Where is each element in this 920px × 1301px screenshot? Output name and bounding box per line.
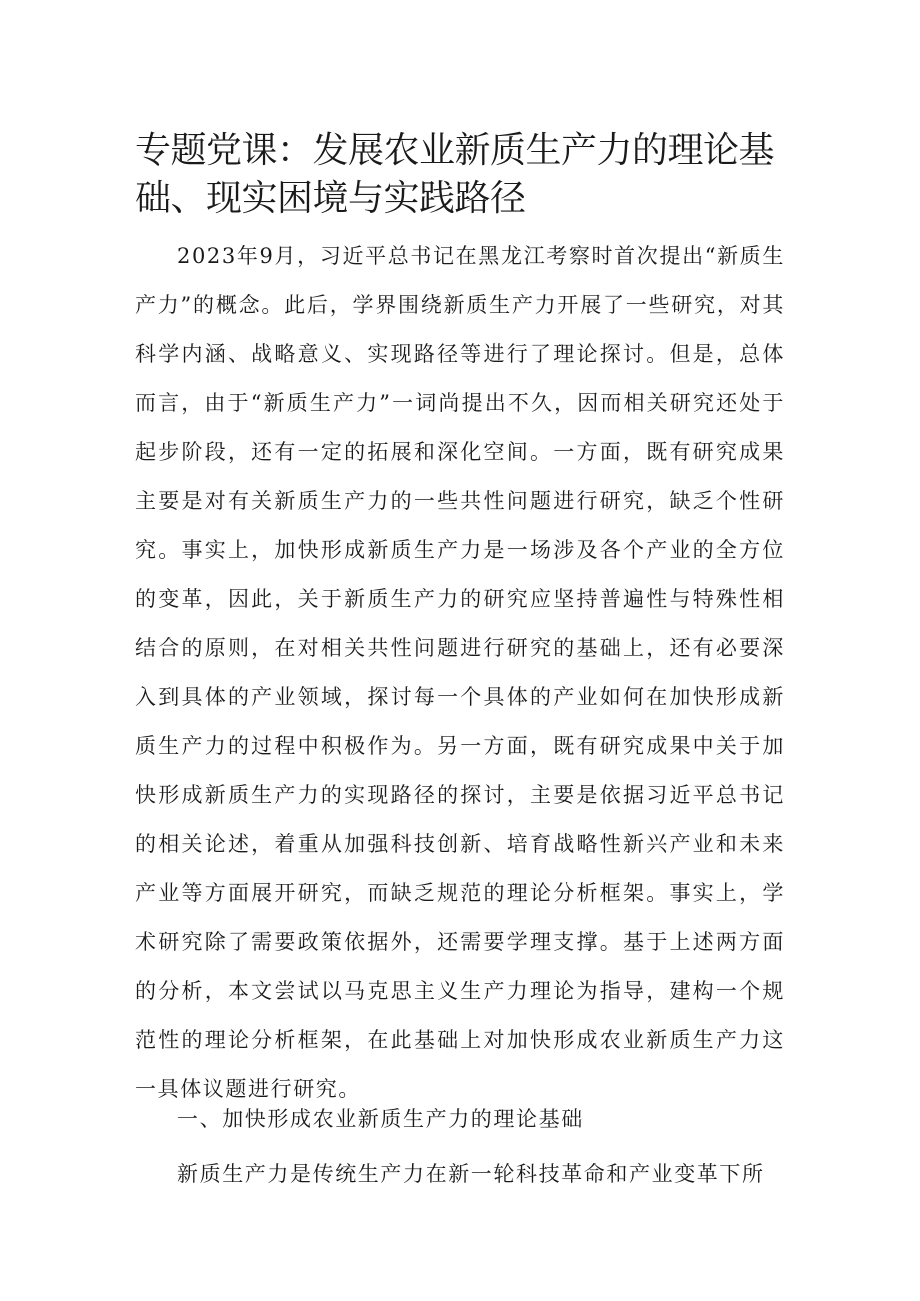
document-title: 专题党课：发展农业新质生产力的理论基础、现实困境与实践路径 [135, 130, 775, 219]
intro-paragraph: 2023年9月，习近平总书记在黑龙江考察时首次提出“新质生产力”的概念。此后，学界围绕新质生产力开展了一些研究，对其科学内涵、战略意义、实现路径等进行了理论探讨。但是，总体而言，由于“新质生产力”一词尚提出不久，因而相关研究还处于起步阶段，还有一定的拓展和深化空间。一方面，既有研究成果主要是对有关新质生产力的一些共性问题进行研究，缺乏个性研究。事实上，加快形成新质生产力是一场涉及各个产业的全方位的变革，因此，关于新质生产力的研究应坚持普遍性与特殊性相结合的原则，在对相关共性问题进行研究的基础上，还有必要深入到具体的产业领域，探讨每一个具体的产业如何在加快形成新质生产力的过程中积极作为。另一方面，既有研究成果中关于加快形成新质生产力的实现路径的探讨，主要是依据习近平总书记的相关论述，着重从加强科技创新、培育战略性新兴产业和未来产业等方面展开研究，而缺乏规范的理论分析框架。事实上，学术研究除了需要政策依据外，还需要学理支撑。基于上述两方面的分析，本文尝试以马克思主义生产力理论为指导，建构一个规范性的理论分析框架，在此基础上对加快形成农业新质生产力这一具体议题进行研究。 [135, 244, 785, 1101]
section-heading: 一、加快形成农业新质生产力的理论基础 [177, 1107, 584, 1131]
section-paragraph: 新质生产力是传统生产力在新一轮科技革命和产业变革下所 [177, 1162, 765, 1186]
document-body [135, 232, 785, 1114]
